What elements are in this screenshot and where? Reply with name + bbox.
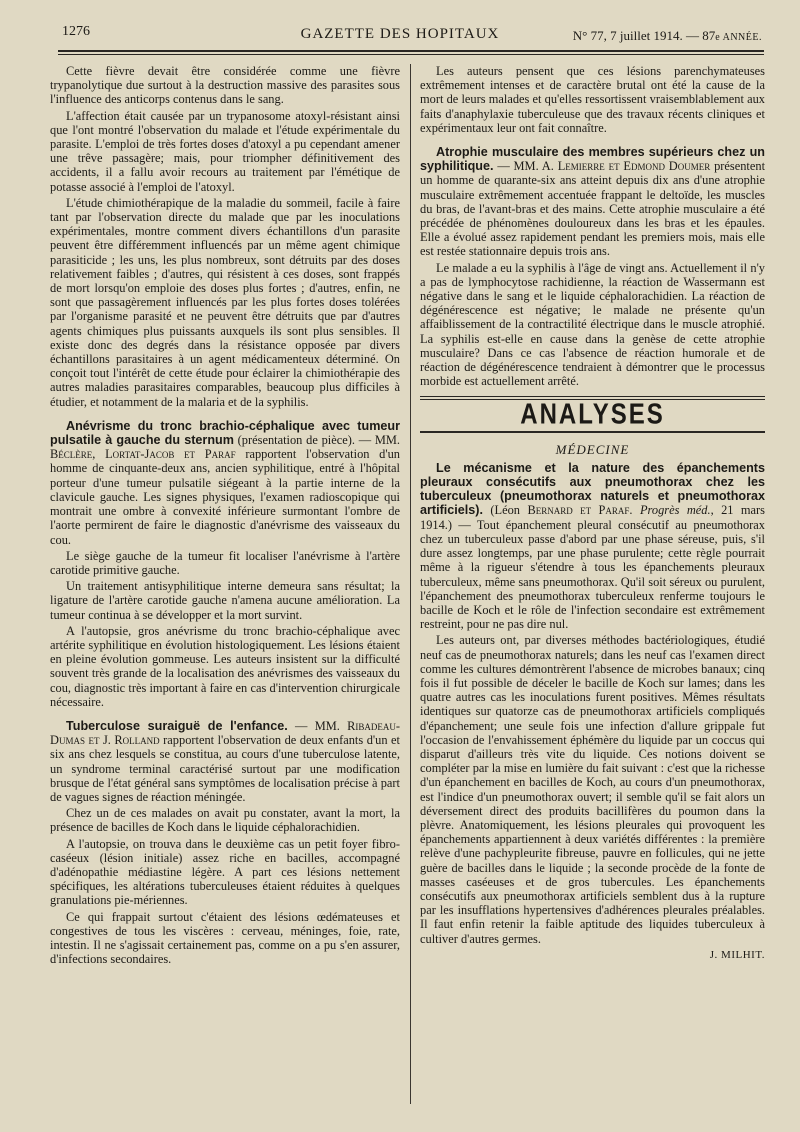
paragraph: Cette fièvre devait être considérée comme une fièvre trypanolytique due surtout à la destruction massive des parasites sous l'influence des anticorps contenus dans le sang. xyxy=(50,64,400,107)
report-authors: Béclère, Lortat-Jacob et Paraf xyxy=(50,447,236,462)
lead-text: rapportent l'observation de deux enfants d'un et six ans chez lesquels se constitua, au cours d'une tuberculose latente, un syndrome terminal caractérisé surtout par une modification brusque de l'état général sans symptômes de localisation précise à part de vagues signes de réaction méningée. xyxy=(50,733,400,804)
article-signature: J. MILHIT. xyxy=(709,948,765,961)
lead-text: rapportent l'observation d'un homme de cinquante-deux ans, ancien syphilitique, entré à l'hôpital porteur d'une tumeur pulsatile siégeant à la partie interne de la clavicule gauche. Les signes physiques, l'examen radioscopique qui montrait une ombre à convexité inférieure surmontant l'ombre de l'aorte permirent de faire le diagnostic d'anévrisme des vaisseaux du cou. xyxy=(50,447,400,547)
report-lead xyxy=(50,719,400,804)
header-rule xyxy=(58,50,764,52)
page-header xyxy=(0,22,800,52)
article-title: Le mécanisme et la nature des épanchements pleuraux consécutifs aux pneumothorax chez les tuberculeux (pneumothorax naturels et pneumothorax artificiels). xyxy=(420,460,765,518)
title-dash: — MM. xyxy=(287,718,348,733)
left-column xyxy=(50,64,400,968)
article-lead xyxy=(420,461,765,631)
issue-info xyxy=(573,28,762,44)
report-lead xyxy=(420,145,765,259)
paragraph: Le malade a eu la syphilis à l'âge de vingt ans. Actuellement il n'y a pas de lymphocytose rachidienne, la réaction de Wassermann est négative dans le sang et le liquide céphalorachidien. La réaction de dégénérescence est négative; le malade ne présente qu'un affaiblissement de la contractilité électrique dans le muscle atrophié. La syphilis est-elle en cause dans la genèse de cette atrophie musculaire? Dans ce cas l'absence de réaction humorale et de réaction de dégénérescence tendraient à démontrer que le processus morbide est actuellement arrêté. xyxy=(420,260,765,389)
report-tuberculosis xyxy=(50,719,400,966)
report-title: Anévrisme du tronc brachio-céphalique avec tumeur pulsatile à gauche du sternum xyxy=(50,418,400,448)
section-title: ANALYSES xyxy=(520,398,665,432)
paragraph: Les auteurs ont, par diverses méthodes bactériologiques, étudié neuf cas de pneumothorax naturels; dans les neuf cas l'examen direct comme les cultures démontrèrent l'absence de microbes banaux; cinq fois il fut possible de déceler le bacille de Koch sur lames; dans les quatre autres cas les inoculations furent positives. Mêmes résultats identiques sur quatorze cas de pneumothorax artificiels compliqués d'épanchement; une seule fois une infection d'allure grippale fut l'occasion de l'envahissement éphémère du liquide par un coccus qui disparut d'ailleurs très vite du liquide. Ces notions doivent se compléter par la mise en lumière du fait suivant : c'est que la richesse d'un épanchement en bacilles de Koch, au cours d'un pneumothorax, est l'indice d'un pneumothorax ouvert; il semble qu'il se fait alors un déversement direct des produits bacillifères du poumon dans la plèvre. Anatomiquement, les lésions pleurales qui provoquent les épanchements appartiennent à deux variétés différentes : la première relève d'une pachypleurite fibreuse, pauvre en follicules, qui ne jette guère de bacilles dans le liquide ; la seconde procède de la fonte de masses caséeuses et de gros tubercules. Les épanchements consécutifs aux pneumothorax artificiels semblent dus à la rupture par les insufflations hypertensives d'adhérences pleurales préalables. Il faut enfin retenir la faible aptitude des liquides tuberculeux à cultiver d'autres germes. xyxy=(420,633,765,946)
issue-year: e ANNÉE. xyxy=(715,32,762,43)
report-authors: Ribadeau-Dumas et J. Rolland xyxy=(50,718,400,748)
paragraph: L'affection était causée par un trypanosome atoxyl-résistant ainsi que l'ont montré l'observation du malade et l'étude expérimentale du parasite. L'emploi de très fortes doses d'atoxyl a pu cependant amener une trêve passagère; mais, pour triompher définitivement des accidents, il a fallu avoir recours au traitement par l'émétique de potasse associé à l'emploi de l'atoxyl. xyxy=(50,108,400,194)
paragraph: L'étude chimiothérapique de la maladie du sommeil, facile à faire tant par l'observation directe du malade que par les inoculations expérimentales, montre comment divers échantillons d'un parasite peuvent être différemment influencés par un même agent chimique parasiticide ; les uns, les plus nombreux, sont détruits par des doses relativement faibles ; d'autres, qui résistent à ces doses, sont frappés de mort lorsqu'on emploie des doses plus fortes ; d'autres, enfin, ne sont que passagèrement influencés par les plus fortes doses tolérées par l'organisme parasité et ne peuvent être détruits que par d'autres agents chimiques plus puissants auxquels ils sont plus sensibles. Il existe donc des degrés dans la résistance opposée par divers échantillons parasitaires à un agent médicamenteux déterminé. On conçoit tout l'intérêt de cette étude pour éclairer la chimiothérapie des autres maladies parasitaires comparables, beaucoup plus difficiles à étudier, et notamment de la malaria et de la syphilis. xyxy=(50,195,400,409)
header-rule-thin xyxy=(58,54,764,55)
paragraph: A l'autopsie, gros anévrisme du tronc brachio-céphalique avec artérite syphilitique en évolution histologiquement. Les lésions étaient en pleine évolution gommeuse. Les auteurs insistent sur la difficulté souvent très grande de la localisation des anévrismes des vaisseaux du cou, diagnostic très important à faire en cas d'intervention chirurgicale nécessaire. xyxy=(50,623,400,709)
subsection-title: MÉDECINE xyxy=(555,441,630,457)
report-title: Tuberculose suraiguë de l'enfance. xyxy=(66,718,288,733)
title-note: (présentation de pièce). — MM. xyxy=(233,433,400,448)
journal-title: GAZETTE DES HOPITAUX xyxy=(300,26,500,42)
citation-date: , 21 mars 1914.) — xyxy=(420,503,766,532)
report-lead xyxy=(50,419,400,547)
report-title: Atrophie musculaire des membres supérieurs chez un syphilitique. xyxy=(420,145,765,174)
paragraph: Ce qui frappait surtout c'étaient des lésions œdémateuses et congestives de tous les viscères : cerveau, méninges, foie, rate, intestin. Il ne s'agissait certainement pas, comme on a pu s'en assurer, d'infections secondaires. xyxy=(50,909,400,967)
issue-date: N° 77, 7 juillet 1914. — 87 xyxy=(572,28,716,43)
paragraph: Les auteurs pensent que ces lésions parenchymateuses extrêmement intenses et de caractère brutal ont été la cause de la mort de leurs malades et qu'elles ressortissent vraisemblablement aux faits d'anaphylaxie tuberculeuse que des travaux récents cliniques et expérimentaux leur ont fait connaître. xyxy=(420,64,765,135)
citation-open: (Léon xyxy=(483,503,528,518)
report-aneurysm xyxy=(50,419,400,709)
paragraph: Le siège gauche de la tumeur fit localiser l'anévrisme à l'artère carotide primitive gauche. xyxy=(50,548,400,577)
analysis-article xyxy=(420,461,765,962)
citation-journal: Progrès méd. xyxy=(632,503,711,518)
section-rule-bottom xyxy=(420,431,765,433)
paragraph: Un traitement antisyphilitique interne demeura sans résultat; la ligature de l'artère carotide gauche n'amena aucune amélioration. La tumeur continua à se développer et la mort survint. xyxy=(50,579,400,622)
page-number: 1276 xyxy=(62,24,90,39)
title-dash: — MM. A. xyxy=(493,159,558,174)
paragraph: A l'autopsie, on trouva dans le deuxième cas un petit foyer fibro-caséeux (lésion initiale) assez riche en bacilles, accompagné d'adénopathie médiastine légère. A part ces lésions nettement spécifiques, les altérations tuberculeuses étaient réduites à quelques granulations pie-mériennes. xyxy=(50,836,400,908)
citation-authors: Bernard et Paraf. xyxy=(527,503,633,518)
lead-text: présentent un homme de quarante-six ans atteint depuis dix ans d'une atrophie musculaire extrêmement accentuée frappant le deltoïde, les muscles du bras, de l'avant-bras et des mains. Cette atrophie musculaire a été précédée de phénomènes douloureux dans les bras et les épaules. Elle a évolué assez rapidement pendant les premiers mois, mais elle est restée stationnaire depuis trois ans. xyxy=(420,159,766,259)
report-atrophy xyxy=(420,145,765,388)
paragraph: Chez un de ces malades on avait pu constater, avant la mort, la présence de bacilles de Koch dans le liquide céphalorachidien. xyxy=(50,806,400,835)
right-column xyxy=(420,64,765,962)
lead-text: Tout épanchement pleural consécutif au pneumothorax chez un tuberculeux passe d'abord par une phase séreuse, puis, s'il dure assez longtemps, par une phase purulente; cette règle pourrait même à la rigueur s'étendre à tous les épanchements pleuraux tuberculeux, même sans pneumothorax. Qu'il soit séreux ou purulent, l'épanchement des pneumothorax tuberculeux renferme toujours le bacille de Koch et le rôle de l'infection secondaire est extrêmement restreint, pour ne pas dire nul. xyxy=(420,517,765,632)
column-divider xyxy=(410,64,411,1104)
report-authors: Lemierre et Edmond Doumer xyxy=(557,159,711,174)
analyses-section-header xyxy=(420,396,765,432)
